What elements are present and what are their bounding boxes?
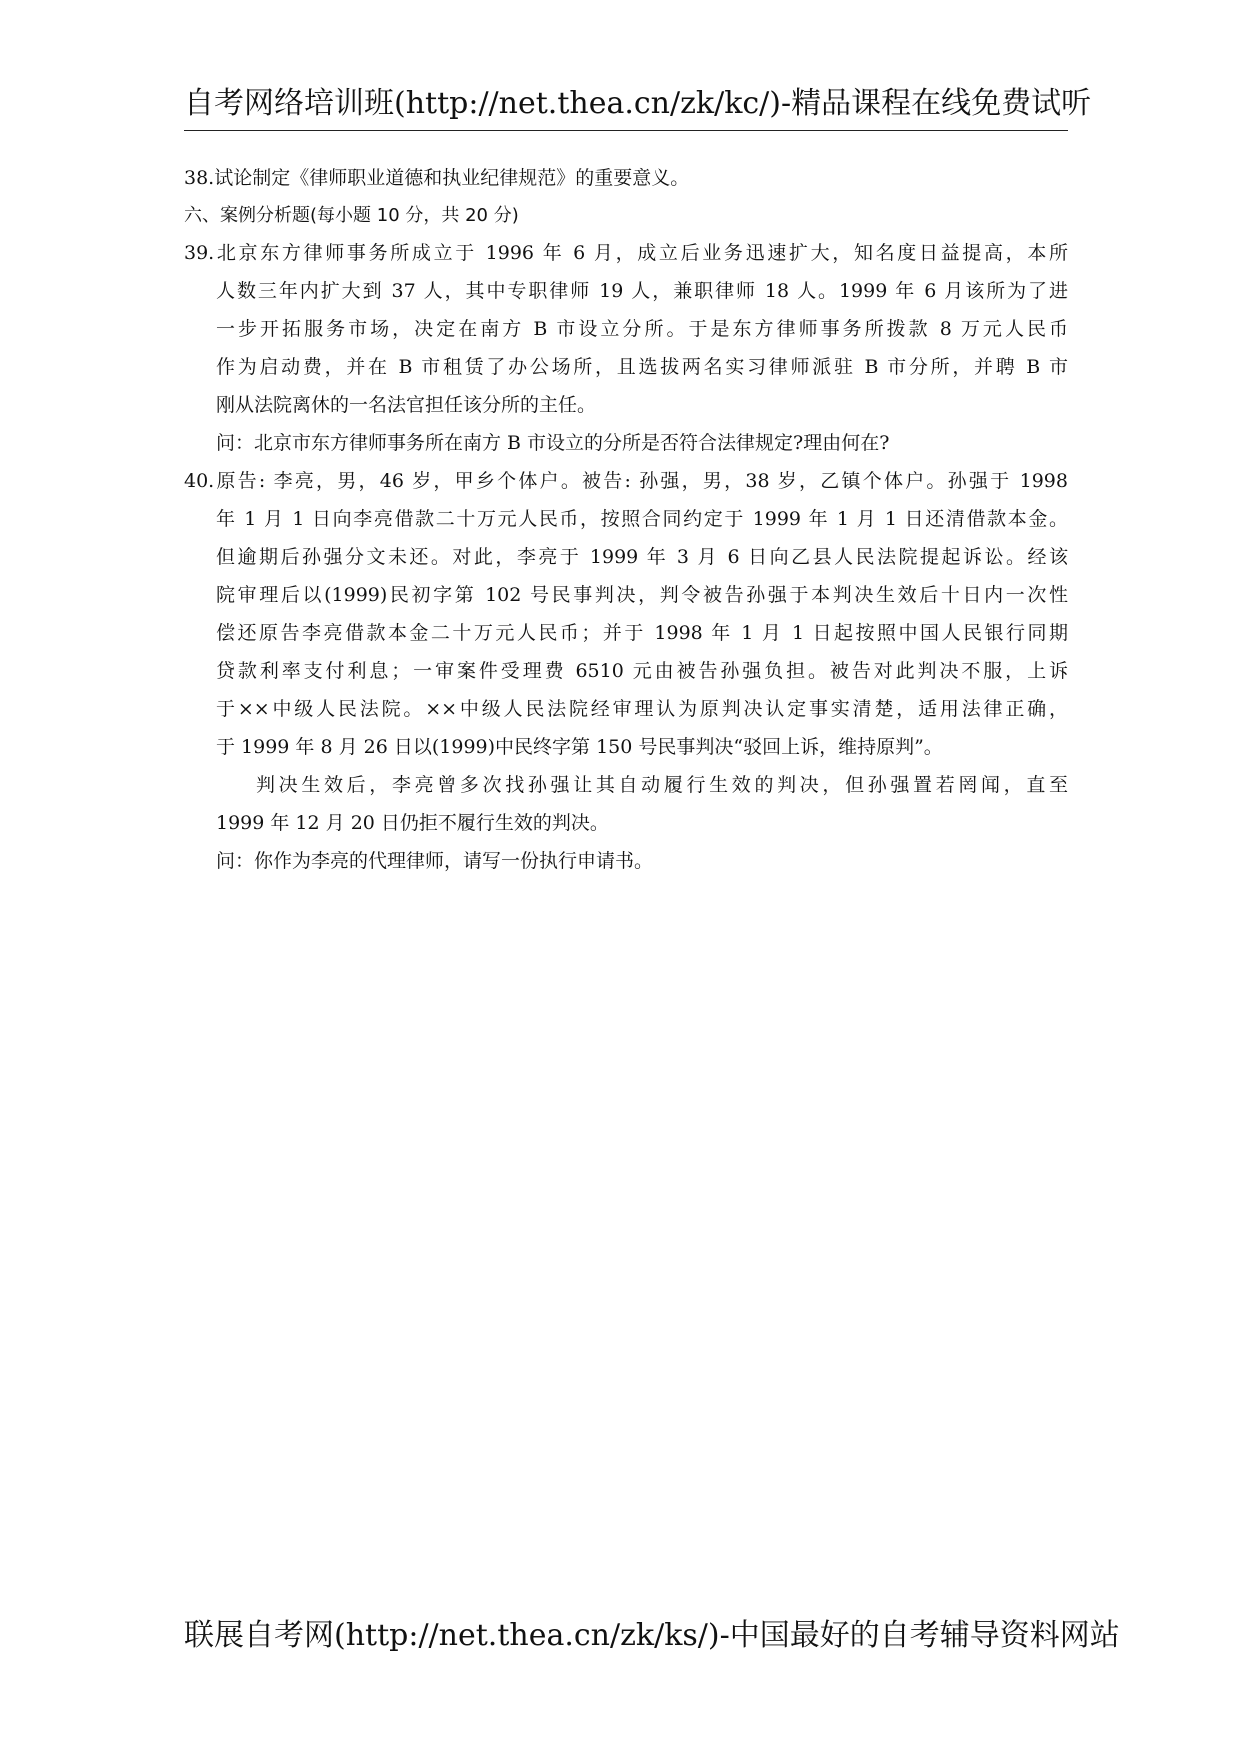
q40-line: 40.原告: 李亮，男，46 岁，甲乡个体户。被告: 孙强，男，38 岁，乙镇个体户。孙强于 1998 — [184, 470, 1068, 492]
q40-line: 偿还原告李亮借款本金二十万元人民币；并于 1998 年 1 月 1 日起按照中国人民银行同期 — [216, 622, 1068, 644]
q40-line: 1999 年 12 月 20 日仍拒不履行生效的判决。 — [216, 812, 609, 834]
page-header — [184, 84, 1092, 131]
question-40 — [184, 462, 1068, 880]
q40-line: 于××中级人民法院。××中级人民法院经审理认为原判决认定事实清楚，适用法律正确， — [216, 698, 1068, 720]
question-38: 38.试论制定《律师职业道德和执业纪律规范》的重要意义。 — [184, 167, 690, 189]
q40-line: 年 1 月 1 日向李亮借款二十万元人民币，按照合同约定于 1999 年 1 月 1 日还清借款本金。 — [216, 508, 1068, 530]
q40-question: 问：你作为李亮的代理律师，请写一份执行申请书。 — [216, 850, 654, 872]
q40-line: 但逾期后孙强分文未还。对此，李亮于 1999 年 3 月 6 日向乙县人民法院提起诉讼。经该 — [216, 546, 1068, 568]
header-text: 自考网络培训班(http://net.thea.cn/zk/kc/)-精品课程在线免费试听 — [184, 86, 1092, 121]
q40-paragraph-start: 判决生效后，李亮曾多次找孙强让其自动履行生效的判决，但孙强置若罔闻，直至 — [256, 774, 1068, 796]
q39-line: 39.北京东方律师事务所成立于 1996 年 6 月，成立后业务迅速扩大，知名度日益提高，本所 — [184, 242, 1068, 264]
q40-line: 院审理后以(1999)民初字第 102 号民事判决，判令被告孙强于本判决生效后十日内一次性 — [216, 584, 1068, 606]
q39-line: 刚从法院离休的一名法官担任该分所的主任。 — [216, 394, 597, 416]
q39-line: 一步开拓服务市场，决定在南方 B 市设立分所。于是东方律师事务所拨款 8 万元人民币 — [216, 318, 1068, 340]
q39-line: 作为启动费，并在 B 市租赁了办公场所，且选拔两名实习律师派驻 B 市分所，并聘 B 市 — [216, 356, 1068, 378]
section-title: 六、案例分析题(每小题 10 分，共 20 分) — [184, 205, 519, 226]
q39-line: 人数三年内扩大到 37 人，其中专职律师 19 人，兼职律师 18 人。1999 年 6 月该所为了进 — [216, 280, 1068, 302]
document-body — [184, 158, 1068, 880]
q40-line: 贷款利率支付利息；一审案件受理费 6510 元由被告孙强负担。被告对此判决不服，上诉 — [216, 660, 1068, 682]
question-39 — [184, 234, 1068, 462]
q40-line: 于 1999 年 8 月 26 日以(1999)中民终字第 150 号民事判决“驳回上诉，维持原判”。 — [216, 736, 943, 758]
q39-question: 问：北京市东方律师事务所在南方 B 市设立的分所是否符合法律规定?理由何在? — [216, 432, 890, 454]
page-footer: 联展自考网(http://net.thea.cn/zk/ks/)-中国最好的自考辅导资料网站 — [184, 1618, 1120, 1653]
